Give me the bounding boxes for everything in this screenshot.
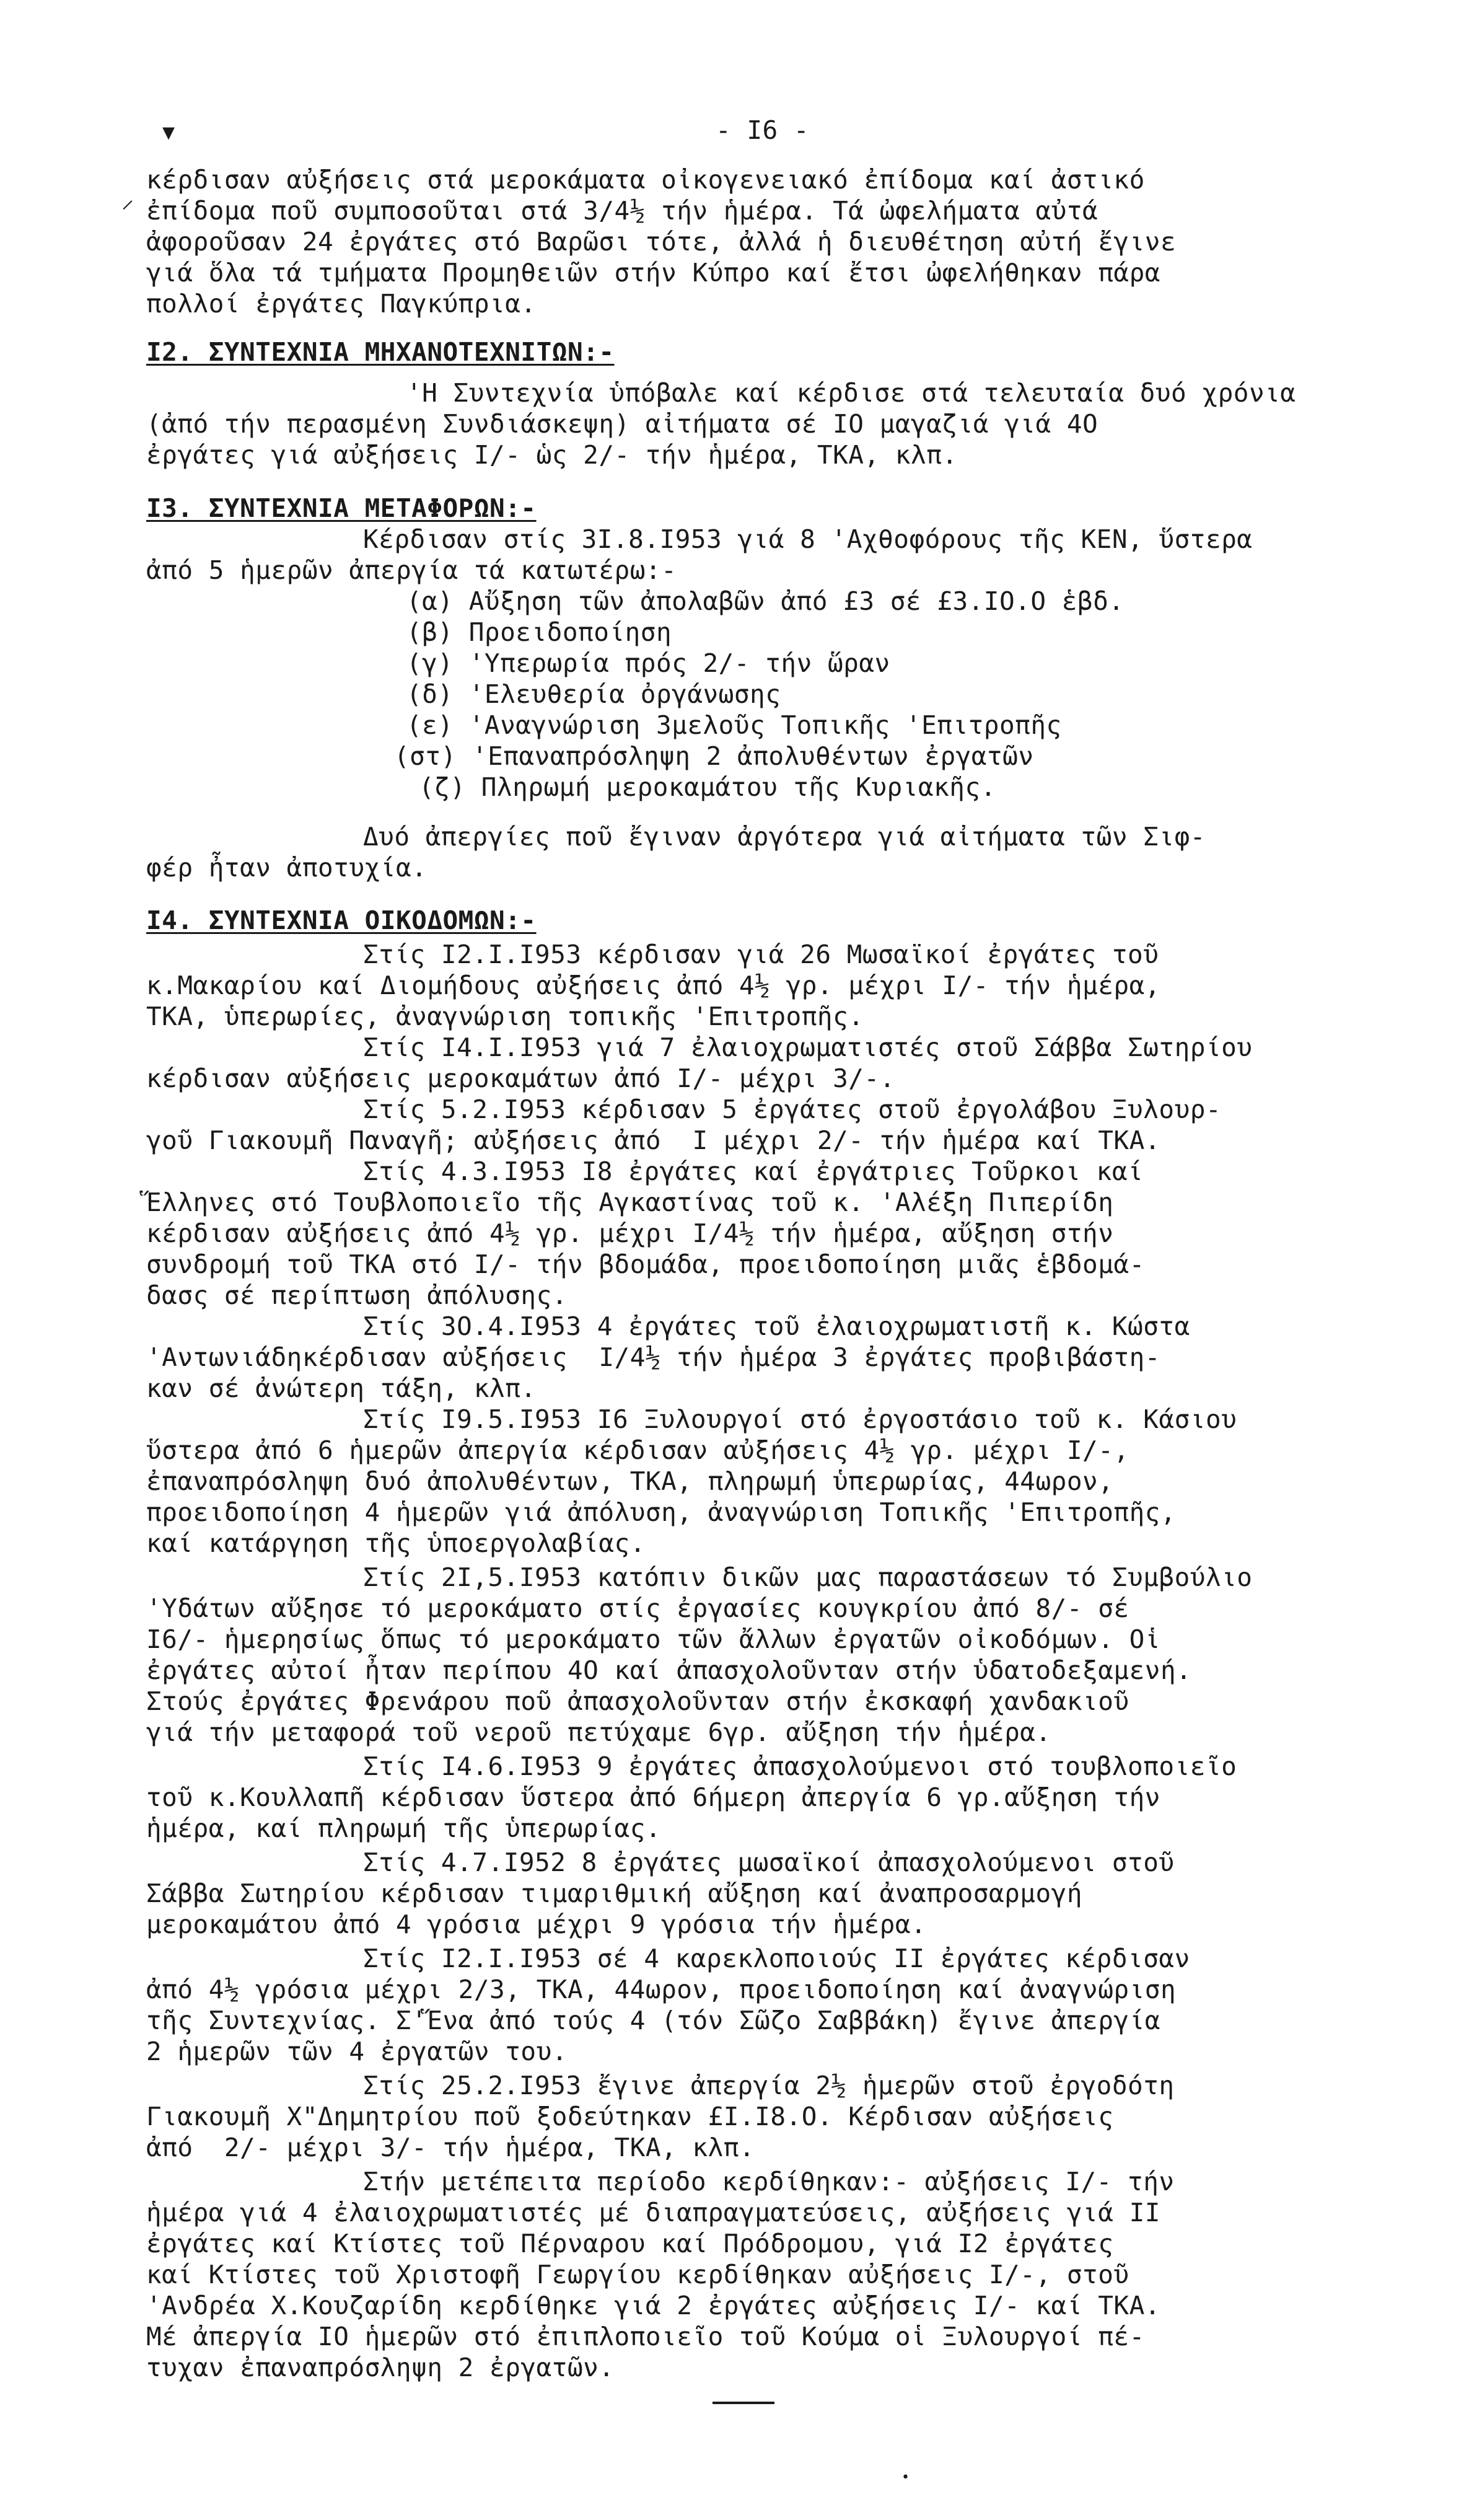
text-line: 'Ανδρέα Χ.Κουζαρίδη κερδίθηκε γιά 2 ἐργάτες αὐξήσεις Ι/- καί ΤΚΑ. (146, 2291, 1160, 2320)
text-line: γιά τήν μεταφορά τοῦ νεροῦ πετύχαμε 6γρ. αὔξηση τήν ἡμέρα. (146, 1717, 1051, 1747)
list-item: (στ) 'Επαναπρόσληψη 2 ἀπολυθέντων ἐργατῶν (394, 741, 1034, 771)
list-item: (γ) 'Υπερωρία πρός 2/- τήν ὥραν (406, 648, 890, 678)
text-line: Μέ ἀπεργία ΙΟ ἡμερῶν στό ἐπιπλοποιεῖο τοῦ Κούμα οἱ Ξυλουργοί πέ- (146, 2322, 1145, 2351)
text-line: ἀπό 4½ γρόσια μέχρι 2/3, ΤΚΑ, 44ωρον, προειδοποίηση καί ἀναγνώριση (146, 1975, 1177, 2004)
text-line: Στίς 3Ο.4.Ι953 4 ἐργάτες τοῦ ἐλαιοχρωματιστῆ κ. Κώστα (363, 1311, 1190, 1341)
list-item: (ζ) Πληρωμή μεροκαμάτου τῆς Κυριακῆς. (419, 772, 996, 802)
text-line: Στίς 4.7.Ι952 8 ἐργάτες μωσαϊκοί ἀπασχολούμενοι στοῦ (363, 1848, 1175, 1877)
text-line: Στίς 2Ι,5.Ι953 κατόπιν δικῶν μας παραστάσεων τό Συμβούλιο (363, 1562, 1253, 1592)
text-line: ΤΚΑ, ὑπερωρίες, ἀναγνώριση τοπικῆς 'Επιτροπῆς. (146, 1002, 864, 1031)
text-line: καί Κτίστες τοῦ Χριστοφῆ Γεωργίου κερδίθηκαν αὐξήσεις Ι/-, στοῦ (146, 2260, 1129, 2289)
list-item: (δ) 'Ελευθερία ὀργάνωσης (406, 679, 781, 709)
list-item: (α) Αὔξηση τῶν ἀπολαβῶν ἀπό £3 σέ £3.ΙΟ.Ο ἑβδ. (406, 586, 1125, 616)
text-line: μεροκαμάτου ἀπό 4 γρόσια μέχρι 9 γρόσια τήν ἡμέρα. (146, 1910, 927, 1939)
stray-mark: ▾ (162, 118, 175, 146)
text-line: τυχαν ἐπαναπρόσληψη 2 ἐργατῶν. (146, 2353, 615, 2382)
section-heading: Ι3. ΣΥΝΤΕΧΝΙΑ ΜΕΤΑΦΟΡΩΝ:- (146, 493, 537, 523)
text-line: Στίς Ι4.Ι.Ι953 γιά 7 ἐλαιοχρωματιστές στοῦ Σάββα Σωτηρίου (363, 1033, 1253, 1062)
text-line: ἐργάτες καί Κτίστες τοῦ Πέρναρου καί Πρόδρομου, γιά Ι2 ἐργάτες (146, 2229, 1114, 2258)
text-line: πολλοί ἐργάτες Παγκύπρια. (146, 289, 537, 319)
text-line: Στίς Ι4.6.Ι953 9 ἐργάτες ἀπασχολούμενοι στό τουβλοποιεῖο (363, 1751, 1237, 1781)
text-line: ἡμέρα, καί πληρωμή τῆς ὑπερωρίας. (146, 1813, 662, 1843)
text-line: γοῦ Γιακουμῆ Παναγῆ; αὐξήσεις ἀπό Ι μέχρι 2/- τήν ἡμέρα καί ΤΚΑ. (146, 1126, 1160, 1155)
text-line: δασς σέ περίπτωση ἀπόλυσης. (146, 1280, 568, 1310)
text-line: ἀφοροῦσαν 24 ἐργάτες στό Βαρῶσι τότε, ἀλλά ἡ διευθέτηση αὐτή ἔγινε (146, 227, 1177, 257)
text-line: Στίς 5.2.Ι953 κέρδισαν 5 ἐργάτες στοῦ ἐργολάβου Ξυλουρ- (363, 1095, 1222, 1124)
stray-mark: ⸝ (121, 185, 134, 214)
list-item: (ε) 'Αναγνώριση 3μελοῦς Τοπικῆς 'Επιτροπῆς (406, 710, 1062, 740)
text-line: Στίς Ι2.Ι.Ι953 κέρδισαν γιά 26 Μωσαϊκοί ἐργάτες τοῦ (363, 940, 1159, 969)
stray-mark: • (901, 2470, 910, 2485)
text-line: 'Η Συντεχνία ὑπόβαλε καί κέρδισε στά τελευταία δυό χρόνια (406, 378, 1296, 408)
text-line: συνδρομή τοῦ ΤΚΑ στό Ι/- τήν βδομάδα, προειδοποίηση μιᾶς ἑβδομά- (146, 1249, 1145, 1279)
text-line: Στίς Ι9.5.Ι953 Ι6 Ξυλουργοί στό ἐργοστάσιο τοῦ κ. Κάσιου (363, 1404, 1237, 1434)
text-line: γιά ὅλα τά τμήματα Προμηθειῶν στήν Κύπρο καί ἔτσι ὠφελήθηκαν πάρα (146, 258, 1160, 288)
text-line: Στίς 4.3.Ι953 Ι8 ἐργάτες καί ἐργάτριες Τοῦρκοι καί (363, 1156, 1144, 1186)
text-line: φέρ ἦταν ἀποτυχία. (146, 853, 428, 883)
text-line: Στήν μετέπειτα περίοδο κερδίθηκαν:- αὐξήσεις Ι/- τήν (363, 2167, 1175, 2196)
text-line: ἀπό 5 ἡμερῶν ἀπεργία τά κατωτέρω:- (146, 555, 677, 585)
text-line: ἐπίδομα ποῦ συμποσοῦται στά 3/4½ τήν ἡμέρα. Τά ὠφελήματα αὐτά (146, 196, 1098, 226)
text-line: κέρδισαν αὐξήσεις ἀπό 4½ γρ. μέχρι Ι/4½ τήν ἡμέρα, αὔξηση στήν (146, 1218, 1114, 1248)
text-line: ἀπό 2/- μέχρι 3/- τήν ἡμέρα, ΤΚΑ, κλπ. (146, 2133, 755, 2162)
text-line: καί κατάργηση τῆς ὑποεργολαβίας. (146, 1528, 646, 1558)
text-line: ἐργάτες αὐτοί ἦταν περίπου 4Ο καί ἀπασχολοῦνταν στήν ὑδατοδεξαμενή. (146, 1655, 1192, 1685)
text-line: Στίς 25.2.Ι953 ἔγινε ἀπεργία 2½ ἡμερῶν στοῦ ἐργοδότη (363, 2071, 1175, 2100)
text-line: τῆς Συντεχνίας. Σ'Ἕνα ἀπό τούς 4 (τόν Σῶζο Σαββάκη) ἔγινε ἀπεργία (146, 2006, 1160, 2035)
text-line: (ἀπό τήν περασμένη Συνδιάσκεψη) αἰτήματα σέ ΙΟ μαγαζιά γιά 4Ο (146, 409, 1098, 439)
end-divider (713, 2402, 774, 2404)
text-line: Ι6/- ἡμερησίως ὅπως τό μεροκάματο τῶν ἄλλων ἐργατῶν οἰκοδόμων. Οἱ (146, 1624, 1160, 1654)
text-line: ὕστερα ἀπό 6 ἡμερῶν ἀπεργία κέρδισαν αὐξήσεις 4½ γρ. μέχρι Ι/-, (146, 1435, 1129, 1465)
text-line: Γιακουμῆ Χ"Δημητρίου ποῦ ξοδεύτηκαν £Ι.Ι8.Ο. Κέρδισαν αὐξήσεις (146, 2102, 1114, 2131)
text-line: ἡμέρα γιά 4 ἐλαιοχρωματιστές μέ διαπραγματεύσεις, αὐξήσεις γιά ΙΙ (146, 2198, 1160, 2227)
text-line: Σάββα Σωτηρίου κέρδισαν τιμαριθμική αὔξηση καί ἀναπροσαρμογή (146, 1879, 1083, 1908)
text-line: Στίς Ι2.Ι.Ι953 σέ 4 καρεκλοποιούς ΙΙ ἐργάτες κέρδισαν (363, 1944, 1190, 1973)
text-line: 'Αντωνιάδηκέρδισαν αὐξήσεις Ι/4½ τήν ἡμέρα 3 ἐργάτες προβιβάστη- (146, 1342, 1160, 1372)
page-number: - Ι6 - (716, 115, 810, 145)
text-line: Στούς ἐργάτες Φρενάρου ποῦ ἀπασχολοῦνταν στήν ἐκσκαφή χανδακιοῦ (146, 1686, 1129, 1716)
text-line: Ἕλληνες στό Τουβλοποιεῖο τῆς Αγκαστίνας τοῦ κ. 'Αλέξη Πιπερίδη (146, 1187, 1114, 1217)
text-line: τοῦ κ.Κουλλαπῆ κέρδισαν ὕστερα ἀπό 6ήμερη ἀπεργία 6 γρ.αὔξηση τήν (146, 1782, 1160, 1812)
text-line: κέρδισαν αὐξήσεις μεροκαμάτων ἀπό Ι/- μέχρι 3/-. (146, 1064, 895, 1093)
text-line: 2 ἡμερῶν τῶν 4 ἐργατῶν του. (146, 2037, 568, 2066)
text-line: 'Υδάτων αὔξησε τό μεροκάματο στίς ἐργασίες κουγκρίου ἀπό 8/- σέ (146, 1593, 1129, 1623)
text-line: ἐργάτες γιά αὐξήσεις Ι/- ὡς 2/- τήν ἡμέρα, ΤΚΑ, κλπ. (146, 440, 958, 470)
text-line: καν σέ ἀνώτερη τάξη, κλπ. (146, 1373, 537, 1403)
text-line: Κέρδισαν στίς 3Ι.8.Ι953 γιά 8 'Αχθοφόρους τῆς ΚΕΝ, ὕστερα (363, 524, 1253, 554)
section-heading: Ι4. ΣΥΝΤΕΧΝΙΑ ΟΙΚΟΔΟΜΩΝ:- (146, 905, 537, 935)
text-line: Δυό ἀπεργίες ποῦ ἔγιναν ἀργότερα γιά αἰτήματα τῶν Σιφ- (363, 822, 1206, 852)
list-item: (β) Προειδοποίηση (406, 617, 672, 647)
text-line: ἐπαναπρόσληψη δυό ἀπολυθέντων, ΤΚΑ, πληρωμή ὑπερωρίας, 44ωρον, (146, 1466, 1114, 1496)
text-line: κέρδισαν αὐξήσεις στά μεροκάματα οἰκογενειακό ἐπίδομα καί ἀστικό (146, 165, 1145, 195)
text-line: προειδοποίηση 4 ἡμερῶν γιά ἀπόλυση, ἀναγνώριση Τοπικῆς 'Επιτροπῆς, (146, 1497, 1177, 1527)
section-heading: Ι2. ΣΥΝΤΕΧΝΙΑ ΜΗΧΑΝΟΤΕΧΝΙΤΩΝ:- (146, 337, 615, 367)
text-line: κ.Μακαρίου καί Διομήδους αὐξήσεις ἀπό 4½ γρ. μέχρι Ι/- τήν ἡμέρα, (146, 971, 1160, 1000)
